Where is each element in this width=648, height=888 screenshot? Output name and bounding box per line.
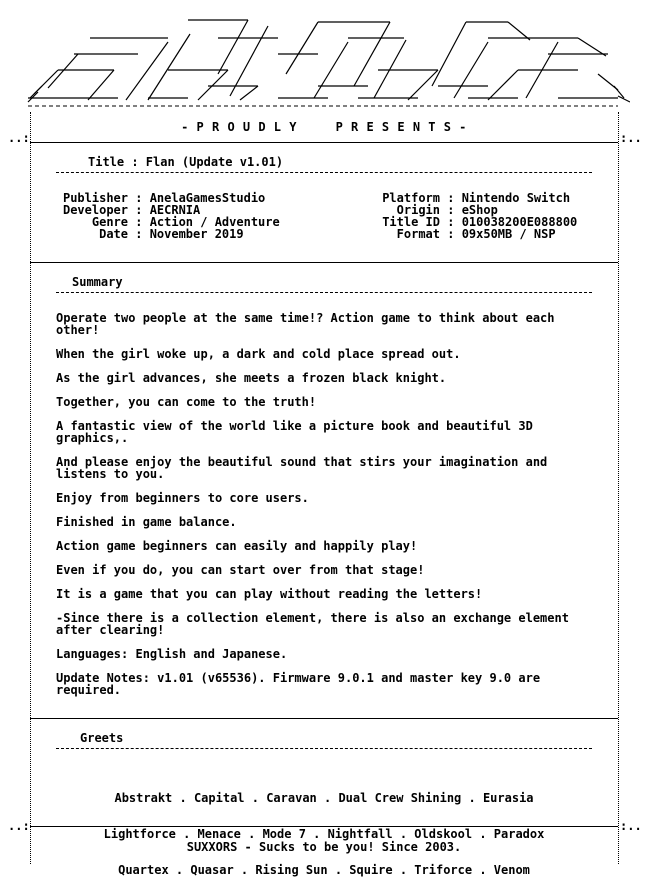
frame-dots-top-left: ..: <box>8 131 30 145</box>
footer-tagline: SUXXORS - Sucks to be you! Since 2003. <box>186 840 462 854</box>
info-value: November 2019 <box>149 227 244 241</box>
proudly-presents-header: - P R O U D L Y P R E S E N T S - <box>181 120 467 134</box>
section-divider-greets <box>30 718 618 719</box>
info-key: Origin <box>396 203 440 217</box>
frame-right-border <box>618 112 619 864</box>
suxxors-ascii-logo <box>18 12 630 112</box>
summary-paragraph: As the girl advances, she meets a frozen black knight. <box>56 371 447 385</box>
info-key: Title ID <box>382 215 440 229</box>
section-divider-title <box>30 142 618 143</box>
summary-body <box>56 312 596 708</box>
release-title: Title : Flan (Update v1.01) <box>88 155 284 169</box>
info-row-developer: Developer : AECRNIA <box>56 204 280 216</box>
frame-dots-bottom-left: ..: <box>8 819 30 833</box>
summary-paragraph: Together, you can come to the truth! <box>56 395 317 409</box>
info-value: Nintendo Switch <box>461 191 571 205</box>
info-row-publisher: Publisher : AnelaGamesStudio <box>56 192 280 204</box>
info-row-title-id: Title ID : 010038200E088800 <box>376 216 577 228</box>
info-right-column <box>376 192 577 240</box>
summary-paragraph: Update Notes: v1.01 (v65536). Firmware 9.0.1 and master key 9.0 are required. <box>56 671 541 697</box>
info-row-format: Format : 09x50MB / NSP <box>376 228 577 240</box>
frame-dots-bottom-right: :.. <box>620 819 642 833</box>
info-value: AnelaGamesStudio <box>149 191 266 205</box>
info-row-date: Date : November 2019 <box>56 228 280 240</box>
info-value: AECRNIA <box>149 203 201 217</box>
summary-paragraph: Even if you do, you can start over from that stage! <box>56 563 425 577</box>
summary-paragraph: And please enjoy the beautiful sound that stirs your imagination and listens to you. <box>56 455 548 481</box>
summary-paragraph: When the girl woke up, a dark and cold place spread out. <box>56 347 461 361</box>
frame-dots-top-right: :.. <box>620 131 642 145</box>
info-value: 09x50MB / NSP <box>461 227 556 241</box>
info-key: Format <box>396 227 440 241</box>
title-underline <box>56 172 592 173</box>
summary-heading: Summary <box>72 275 123 289</box>
info-row-platform: Platform : Nintendo Switch <box>376 192 577 204</box>
frame-left-border <box>30 112 31 864</box>
info-key: Date <box>99 227 128 241</box>
section-divider-footer <box>30 826 618 827</box>
greets-line: Quartex . Quasar . Rising Sun . Squire . Triforce . Venom <box>118 863 530 877</box>
summary-paragraph: Enjoy from beginners to core users. <box>56 491 309 505</box>
info-key: Genre <box>91 215 128 229</box>
info-value: 010038200E088800 <box>461 215 578 229</box>
section-divider-summary <box>30 262 618 263</box>
greets-line: Abstrakt . Capital . Caravan . Dual Crew Shining . Eurasia <box>114 791 534 805</box>
summary-paragraph: A fantastic view of the world like a picture book and beautiful 3D graphics,. <box>56 419 533 445</box>
info-value: Action / Adventure <box>149 215 280 229</box>
summary-paragraph: It is a game that you can play without reading the letters! <box>56 587 483 601</box>
summary-paragraph: Finished in game balance. <box>56 515 237 529</box>
info-row-origin: Origin : eShop <box>376 204 577 216</box>
summary-paragraph: Languages: English and Japanese. <box>56 647 288 661</box>
info-key: Platform <box>382 191 440 205</box>
info-left-column <box>56 192 280 240</box>
summary-paragraph: Operate two people at the same time!? Action game to think about each other! <box>56 311 555 337</box>
greets-heading: Greets <box>80 731 124 745</box>
info-value: eShop <box>461 203 498 217</box>
summary-paragraph: Action game beginners can easily and happily play! <box>56 539 418 553</box>
greets-line: Lightforce . Menace . Mode 7 . Nightfall . Oldskool . Paradox <box>103 827 545 841</box>
info-key: Developer <box>62 203 128 217</box>
greets-underline <box>56 748 592 749</box>
info-row-genre: Genre : Action / Adventure <box>56 216 280 228</box>
info-key: Publisher <box>62 191 128 205</box>
summary-underline <box>56 292 592 293</box>
greets-list <box>30 768 618 888</box>
summary-paragraph: -Since there is a collection element, there is also an exchange element after clearing! <box>56 611 569 637</box>
